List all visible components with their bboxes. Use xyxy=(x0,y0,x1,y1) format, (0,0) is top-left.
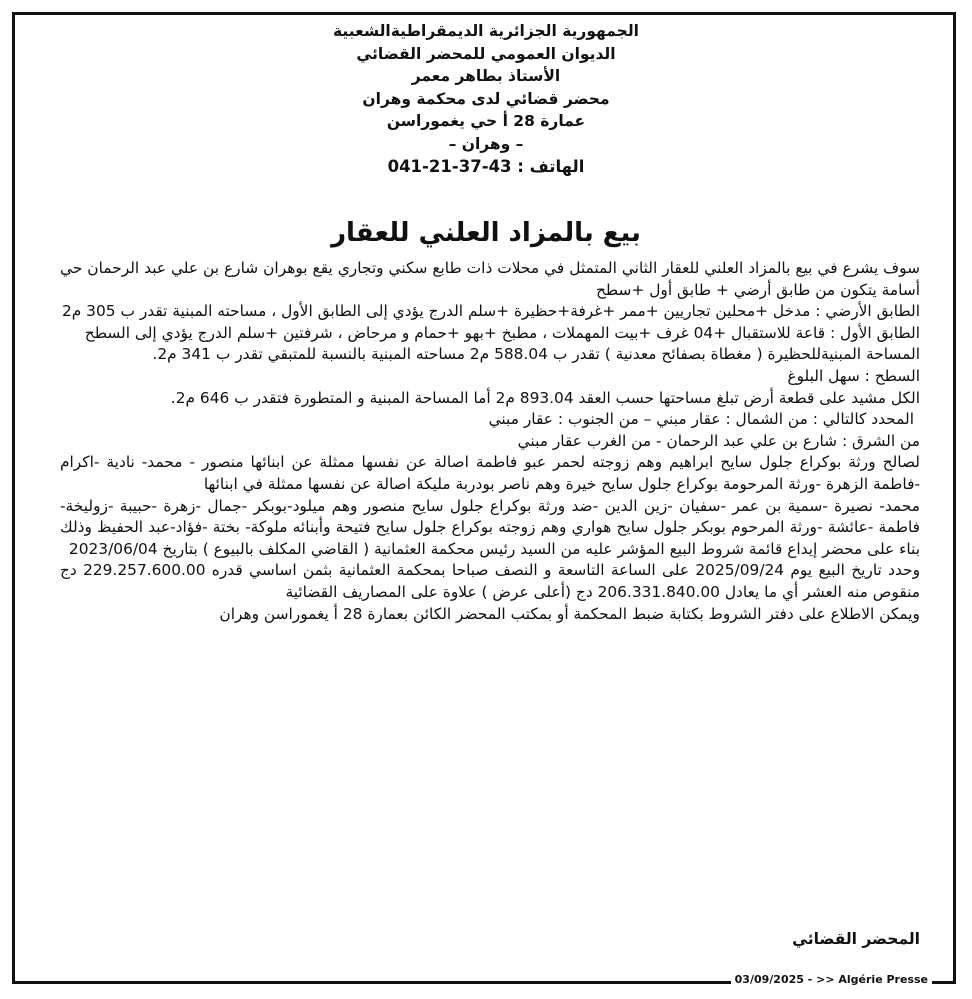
body-paragraph-first-floor: الطابق الأول : قاعة للاستقبال +04 غرف +بيت المهملات ، مطبخ +بهو +حمام و مرحاض ، شرفتين +سلم الدرج يؤدي إلى السطح xyxy=(84,323,920,342)
document-title: بيع بالمزاد العلني للعقار xyxy=(331,218,641,248)
header-line-republic: الجمهورية الجزائرية الديمقراطيةالشعبية xyxy=(333,22,639,40)
signature-bailiff: المحضر القضائي xyxy=(792,930,920,948)
document-body xyxy=(60,258,920,625)
header-line-office: الديوان العمومي للمحضر القضائي xyxy=(356,44,616,63)
body-paragraph-land-area: الكل مشيد على قطعة أرض تبلغ مساحتها حسب العقد 893.04 م2 أما المساحة المبنية و المتطورة فتقدر ب 646 م2. xyxy=(170,388,920,407)
body-paragraph-consultation: ويمكن الاطلاع على دفتر الشروط بكتابة ضبط المحكمة أو بمكتب المحضر الكائن بعمارة 28 أ يغموراسن وهران xyxy=(219,604,920,623)
body-paragraph-sale-date-price: وحدد تاريخ البيع يوم 2025/09/24 على الساعة التاسعة و النصف صباحا بمحكمة العثمانية بثمن اساسي قدره 229.257.600.00 دج منقوص منه العشر أي ما يعادل 206.331.840.00 دج (أعلى عرض ) علاوة على المصاريف القضائية xyxy=(60,561,921,601)
body-paragraph-bounds-north-south: المحدد كالتالي : من الشمال : عقار مبني – من الجنوب : عقار مبني xyxy=(488,410,914,429)
footer-source: 03/09/2025 - >> Algérie Presse xyxy=(731,972,932,988)
body-paragraph-roof: السطح : سهل البلوغ xyxy=(787,366,920,385)
body-paragraph-ground-floor: الطابق الأرضي : مدخل +محلين تجاريين +ممر +غرفة+حظيرة +سلم الدرج يؤدي إلى الطابق الأول ، مساحته المبنية تقدر ب 305 م2 xyxy=(61,302,920,321)
header-line-court: محضر قضائي لدى محكمة وهران xyxy=(362,89,610,108)
body-paragraph-beneficiaries: لصالح ورثة بوكراع جلول سايح ابراهيم وهم زوجته لحمر عبو فاطمة اصالة عن نفسها ممثلة عن ابنائها منصور - محمد- نادية -اكرام -فاطمة الزهرة -ورثة المرحومة بوكراع جلول سايح خيرة وهم ناصر بودربة مليكة اصالة عن نفسها ممثلة في ابنائها xyxy=(60,453,920,493)
body-paragraph-intro: سوف يشرع في بيع بالمزاد العلني للعقار الثاني المتمثل في محلات ذات طابع سكني وتجاري يقع بوهران شارع بن علي عبد الرحمان حي أسامة يتكون من طابق أرضي + طابق أول +سطح xyxy=(60,259,920,299)
header-line-name: الأستاذ بطاهر معمر xyxy=(411,67,561,85)
header-phone: الهاتف : 43-37-21-041 xyxy=(387,157,585,176)
document-header xyxy=(0,20,972,179)
body-paragraph-shed-area: المساحة المبنيةللحظيرة ( مغطاة بصفائح معدنية ) تقدر ب 588.04 م2 مساحته المبنية بالنسبة للمتبقي تقدر ب 341 م2. xyxy=(152,345,920,364)
body-paragraph-bounds-east-west: من الشرق : شارع بن علي عبد الرحمان - من الغرب عقار مبني xyxy=(517,431,920,450)
body-paragraph-parties: محمد- نصيرة -سمية بن عمر -سفيان -زين الدين -ضد ورثة بوكراع جلول سايح منصور وهم ميلود-بوبكر -جمال -زهرة -حبيبة -زوليخة-فاطمة -عائشة -ورثة المرحوم بوبكر جلول سايح هواري وهم زوجته بوكراع جلول سايح فتيحة وأبنائه ملوكة- بختة -فؤاد-عبد الحفيظ وذلك بناء على محضر إيداع قائمة شروط البيع المؤشر عليه من السيد رئيس محكمة العثمانية ( القاضي المكلف بالبيوع ) بتاريخ 2023/06/04 xyxy=(60,496,920,558)
header-line-city: – وهران – xyxy=(448,134,524,153)
header-line-address: عمارة 28 أ حي يغموراسن xyxy=(386,112,586,130)
